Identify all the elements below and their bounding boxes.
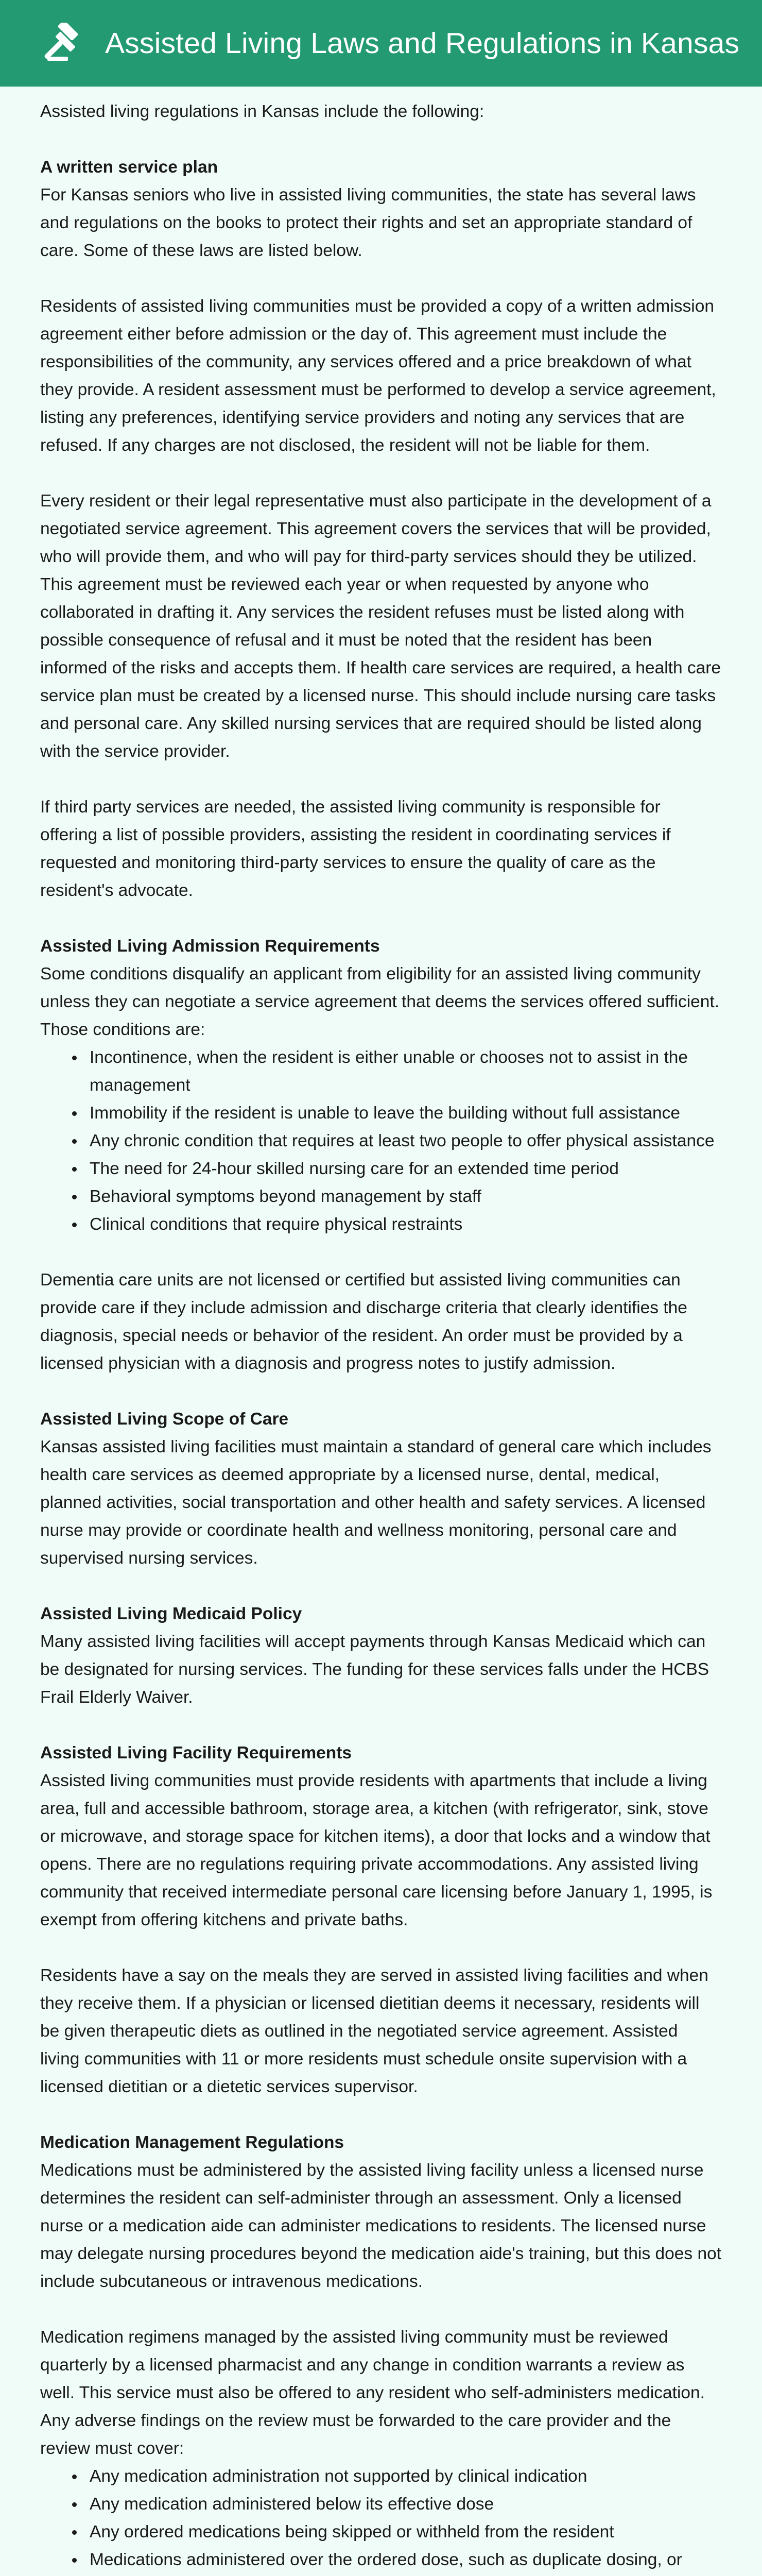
conditions-list — [40, 1044, 722, 1239]
paragraph: Medications must be administered by the assisted living facility unless a licensed nurse determines the resident can self-administer through an assessment. Only a licensed nurse or a medication aide can administer medications to residents. The licensed nurse may delegate nursing procedures beyond the medication aide's training, but this does not include subcutaneous or intravenous medications. — [40, 2161, 722, 2291]
list-item: Any medication administration not supported by clinical indication — [69, 2463, 722, 2490]
list-item: The need for 24-hour skilled nursing care for an extended time period — [69, 1155, 722, 1183]
paragraph: Assisted living communities must provide residents with apartments that include a living area, full and accessible bathroom, storage area, a kitchen (with refrigerator, sink, stove or microwave, and storage space for kitchen items), a door that locks and a window that opens. There are no regulations requiring private accommodations. Any assisted living community that received intermediate personal care licensing before January 1, 1995, is exempt from offering kitchens and private baths. — [40, 1771, 713, 1929]
section-heading: Assisted Living Scope of Care — [40, 1410, 289, 1429]
list-item: Immobility if the resident is unable to leave the building without full assistance — [69, 1099, 722, 1127]
list-item: Medications administered over the ordered dose, such as duplicate dosing, or — [69, 2546, 722, 2576]
gavel-icon — [44, 23, 85, 64]
paragraph: Residents of assisted living communities must be provided a copy of a written admission agreement either before admission or the day of. This agreement must include the responsibilities of the community, any services offered and a price breakdown of what they provide. A resident assessment must be performed to develop a service agreement, listing any preferences, identifying service providers and noting any services that are refused. If any charges are not disclosed, the resident will not be liable for them. — [40, 297, 716, 455]
paragraph: If third party services are needed, the assisted living community is responsible for offering a list of possible providers, assisting the resident in coordinating services if requested and monitoring third-party services to ensure the quality of care as the resident's advocate. — [40, 798, 671, 900]
section-heading: A written service plan — [40, 158, 218, 177]
list-item: Clinical conditions that require physical restraints — [69, 1211, 722, 1239]
section-facility-requirements — [40, 1739, 722, 2101]
section-medication-management — [40, 2129, 722, 2576]
paragraph: Residents have a say on the meals they are served in assisted living facilities and when they receive them. If a physician or licensed dietitian deems it necessary, residents will be given therapeutic diets as outlined in the negotiated service agreement. Assisted living communities with 11 or more residents must schedule onsite supervision with a licensed dietitian or a dietetic services supervisor. — [40, 1966, 708, 2096]
section-heading: Assisted Living Facility Requirements — [40, 1743, 352, 1762]
page-title: Assisted Living Laws and Regulations in Kansas — [105, 27, 740, 60]
page-header — [0, 0, 762, 87]
paragraph: Medication regimens managed by the assisted living community must be reviewed quarterly by a licensed pharmacist and any change in condition warrants a review as well. This service must also be offered to any resident who self-administers medication. Any adverse findings on the review must be forwarded to the care provider and the review must cover: — [40, 2328, 705, 2458]
list-item: Incontinence, when the resident is either unable or chooses not to assist in the management — [69, 1044, 722, 1099]
section-heading: Medication Management Regulations — [40, 2133, 344, 2152]
section-medicaid-policy — [40, 1600, 722, 1711]
section-admission-requirements — [40, 933, 722, 1378]
section-heading: Assisted Living Admission Requirements — [40, 937, 380, 956]
paragraph: Dementia care units are not licensed or certified but assisted living communities can provide care if they include admission and discharge criteria that clearly identifies the diagnosis, special needs or behavior of the resident. An order must be provided by a licensed physician with a diagnosis and progress notes to justify admission. — [40, 1270, 687, 1373]
article-body — [0, 87, 762, 2576]
paragraph: Every resident or their legal representative must also participate in the development of a negotiated service agreement. This agreement covers the services that will be provided, who will provide them, and who will pay for third-party services should they be utilized. This agreement must be reviewed each year or when requested by anyone who collaborated in drafting it. Any services the resident refuses must be listed along with possible consequence of refusal and it must be noted that the resident has been informed of the risks and accepts them. If health care services are required, a health care service plan must be created by a licensed nurse. This should include nursing care tasks and personal care. Any skilled nursing services that are required should be listed along with the service provider. — [40, 492, 721, 761]
list-item: Behavioral symptoms beyond management by staff — [69, 1183, 722, 1211]
review-list — [40, 2463, 722, 2576]
section-scope-of-care — [40, 1405, 722, 1572]
list-item: Any chronic condition that requires at least two people to offer physical assistance — [69, 1127, 722, 1155]
paragraph: Kansas assisted living facilities must maintain a standard of general care which includes health care services as deemed appropriate by a licensed nurse, dental, medical, planned activities, social transportation and other health and safety services. A licensed nurse may provide or coordinate health and wellness monitoring, personal care and supervised nursing services. — [40, 1437, 712, 1568]
intro-text: Assisted living regulations in Kansas include the following: — [40, 102, 484, 121]
list-item: Any medication administered below its effective dose — [69, 2490, 722, 2518]
section-service-plan — [40, 154, 722, 905]
paragraph: For Kansas seniors who live in assisted living communities, the state has several laws and regulations on the books to protect their rights and set an appropriate standard of care. Some of these laws are listed below. — [40, 185, 696, 260]
list-item: Any ordered medications being skipped or withheld from the resident — [69, 2518, 722, 2546]
section-heading: Assisted Living Medicaid Policy — [40, 1604, 302, 1623]
paragraph: Some conditions disqualify an applicant from eligibility for an assisted living community unless they can negotiate a service agreement that deems the services offered sufficient. Those conditions are: — [40, 964, 720, 1039]
paragraph: Many assisted living facilities will accept payments through Kansas Medicaid which can be designated for nursing services. The funding for these services falls under the HCBS Frail Elderly Waiver. — [40, 1632, 709, 1707]
